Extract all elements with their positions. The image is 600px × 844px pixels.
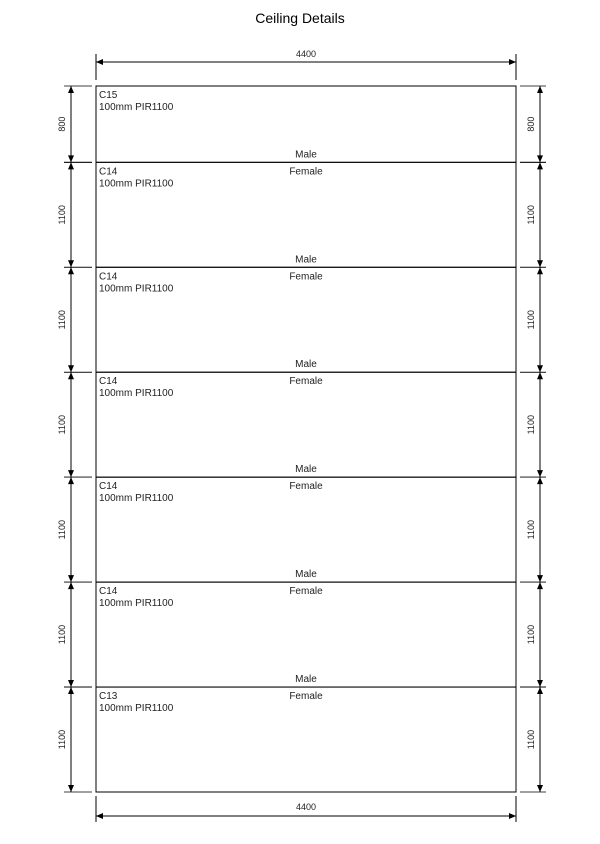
side-dimension-right: [520, 267, 546, 372]
panel-bottom-label: Male: [295, 254, 317, 266]
panel: [96, 267, 516, 372]
top-dim-label: 4400: [295, 49, 317, 59]
side-dimension-right: [520, 582, 546, 687]
side-dimension-left: [57, 372, 92, 477]
side-dimensions: [57, 86, 546, 792]
bottom-dim-arrow-left: [96, 813, 103, 819]
bottom-dimension: [96, 796, 516, 822]
side-dim-arrow-top: [68, 477, 74, 484]
side-dimension-right: [520, 162, 546, 267]
side-dim-arrow-bottom: [68, 785, 74, 792]
bottom-dim-arrow-right: [509, 813, 516, 819]
panel-bottom-label: Male: [295, 674, 317, 686]
side-dim-arrow-bottom: [537, 680, 543, 687]
top-dimension: [96, 49, 516, 80]
side-dimension-right: [520, 687, 546, 792]
side-dim-label: 800: [57, 116, 67, 132]
side-dim-arrow-bottom: [537, 785, 543, 792]
panel-code: C14: [99, 166, 118, 178]
side-dim-arrow-top: [68, 687, 74, 694]
panel: [96, 582, 516, 687]
panel-bottom-label: Male: [295, 149, 317, 161]
side-dim-arrow-bottom: [68, 365, 74, 372]
side-dimension-right: [520, 372, 546, 477]
panel-top-label: Female: [289, 376, 323, 388]
side-dim-arrow-bottom: [537, 365, 543, 372]
side-dim-arrow-bottom: [537, 155, 543, 162]
side-dimension-left: [57, 162, 92, 267]
side-dim-label: 1100: [57, 205, 67, 225]
side-dim-label: 1100: [57, 519, 67, 540]
side-dim-label: 1100: [57, 729, 67, 750]
panel-layout: [96, 86, 516, 792]
side-dimension-left: [57, 582, 92, 687]
panel-top-label: Female: [289, 481, 323, 493]
side-dim-arrow-top: [537, 477, 543, 484]
drawing-title: Ceiling Details: [255, 10, 345, 26]
panel-code: C14: [99, 376, 118, 388]
side-dimension-left: [57, 687, 92, 792]
side-dim-arrow-top: [68, 372, 74, 379]
panel: [96, 86, 516, 162]
side-dim-label: 1100: [526, 205, 536, 225]
side-dimension-right: [520, 86, 546, 162]
panel-spec: 100mm PIR1100: [99, 493, 174, 505]
side-dim-arrow-bottom: [537, 575, 543, 582]
panel-spec: 100mm PIR1100: [99, 102, 174, 113]
panel-code: C14: [99, 481, 118, 493]
top-dim-arrow-left: [96, 59, 103, 65]
side-dimension-right: [520, 477, 546, 582]
panel-top-label: Female: [289, 691, 323, 703]
side-dim-arrow-bottom: [68, 260, 74, 267]
panel-top-label: Female: [289, 586, 323, 598]
side-dim-arrow-bottom: [68, 575, 74, 582]
side-dim-label: 1100: [526, 519, 536, 540]
panel: [96, 372, 516, 477]
side-dim-arrow-top: [537, 267, 543, 274]
panel-code: C14: [99, 271, 118, 283]
panel: [96, 477, 516, 582]
side-dimension-left: [57, 267, 92, 372]
panel-spec: 100mm PIR1100: [99, 388, 174, 400]
side-dim-label: 1100: [57, 310, 67, 330]
top-dim-arrow-right: [509, 59, 516, 65]
panel-bottom-label: Male: [295, 359, 317, 371]
side-dimension-left: [57, 86, 92, 162]
side-dim-arrow-top: [68, 162, 74, 169]
side-dim-arrow-top: [68, 267, 74, 274]
side-dimension-left: [57, 477, 92, 582]
side-dim-label: 1100: [526, 415, 536, 435]
side-dim-arrow-bottom: [537, 470, 543, 477]
side-dim-label: 1100: [526, 624, 536, 645]
side-dim-label: 1100: [526, 310, 536, 330]
panel-bottom-label: Male: [295, 569, 317, 581]
panel-spec: 100mm PIR1100: [99, 598, 174, 610]
side-dim-arrow-top: [68, 86, 74, 93]
panel-spec: 100mm PIR1100: [99, 178, 174, 190]
side-dim-label: 1100: [57, 624, 67, 645]
side-dim-arrow-top: [537, 687, 543, 694]
bottom-dim-label: 4400: [295, 802, 317, 812]
side-dim-arrow-top: [68, 582, 74, 589]
panel-top-label: Female: [289, 271, 323, 283]
panel-top-label: Female: [289, 166, 323, 178]
side-dim-arrow-top: [537, 86, 543, 93]
side-dim-label: 800: [526, 116, 536, 132]
panel: [96, 162, 516, 267]
panel-code: C13: [99, 691, 118, 703]
side-dim-label: 1100: [57, 415, 67, 435]
side-dim-arrow-bottom: [537, 260, 543, 267]
side-dim-arrow-top: [537, 162, 543, 169]
panel-code: C15: [99, 90, 118, 101]
side-dim-arrow-bottom: [68, 680, 74, 687]
panel-spec: 100mm PIR1100: [99, 283, 174, 295]
side-dim-arrow-top: [537, 372, 543, 379]
side-dim-label: 1100: [526, 729, 536, 750]
side-dim-arrow-top: [537, 582, 543, 589]
panel: [96, 687, 516, 792]
side-dim-arrow-bottom: [68, 470, 74, 477]
side-dim-arrow-bottom: [68, 155, 74, 162]
panel-bottom-label: Male: [295, 464, 317, 476]
panel-spec: 100mm PIR1100: [99, 703, 174, 715]
panel-code: C14: [99, 586, 118, 598]
